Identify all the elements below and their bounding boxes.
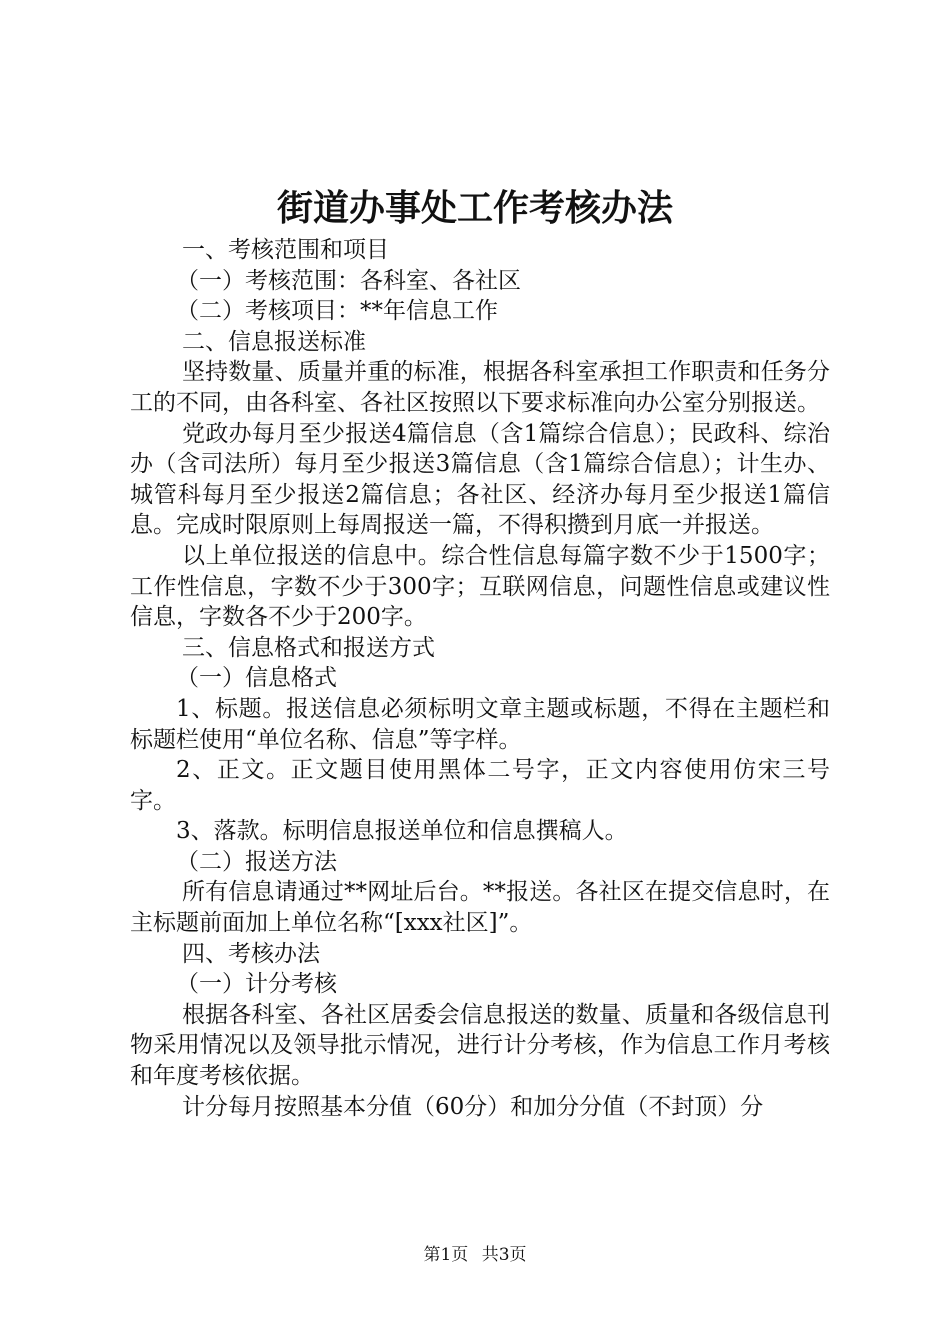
body-paragraph: 坚持数量、质量并重的标准，根据各科室承担工作职责和任务分工的不同，由各科室、各社区按照以下要求标准向办公室分别报送。 — [130, 359, 830, 416]
document-body — [130, 235, 830, 1122]
body-paragraph: 计分每月按照基本分值（60分）和加分分值（不封顶）分 — [182, 1093, 764, 1120]
page-footer — [0, 1244, 950, 1266]
subsection-heading: （二）考核项目：**年信息工作 — [176, 298, 498, 325]
body-paragraph: 以上单位报送的信息中。综合性信息每篇字数不少于1500字；工作性信息，字数不少于300字；互联网信息，问题性信息或建议性信息，字数各不少于200字。 — [130, 542, 830, 631]
section-heading: 四、考核办法 — [182, 940, 320, 967]
section-heading: 二、信息报送标准 — [182, 328, 366, 355]
page-total: 共3页 — [481, 1245, 527, 1265]
body-paragraph: 根据各科室、各社区居委会信息报送的数量、质量和各级信息刊物采用情况以及领导批示情况，进行计分考核，作为信息工作月考核和年度考核依据。 — [130, 1001, 830, 1090]
list-item: 3、落款。标明信息报送单位和信息撰稿人。 — [176, 818, 628, 845]
list-item: 2、正文。正文题目使用黑体二号字，正文内容使用仿宋三号字。 — [130, 757, 830, 814]
document-title: 街道办事处工作考核办法 — [276, 187, 673, 229]
subsection-heading: （一）计分考核 — [176, 971, 337, 998]
section-heading: 三、信息格式和报送方式 — [182, 634, 435, 661]
list-item: 1、标题。报送信息必须标明文章主题或标题，不得在主题栏和标题栏使用“单位名称、信息”等字样。 — [130, 695, 830, 753]
page-number: 第1页 — [423, 1245, 469, 1265]
body-paragraph: 所有信息请通过**网址后台。**报送。各社区在提交信息时，在主标题前面加上单位名称“[xxx社区]”。 — [130, 879, 830, 937]
subsection-heading: （二）报送方法 — [176, 848, 337, 875]
subsection-heading: （一）信息格式 — [176, 665, 337, 692]
section-heading: 一、考核范围和项目 — [182, 237, 389, 263]
body-paragraph: 党政办每月至少报送4篇信息（含1篇综合信息）；民政科、综治办（含司法所）每月至少报送3篇信息（含1篇综合信息）；计生办、城管科每月至少报送2篇信息；各社区、经济办每月至少报送1篇信息。完成时限原则上每周报送一篇，不得积攒到月底一并报送。 — [130, 420, 830, 539]
subsection-heading: （一）考核范围：各科室、各社区 — [176, 267, 521, 294]
